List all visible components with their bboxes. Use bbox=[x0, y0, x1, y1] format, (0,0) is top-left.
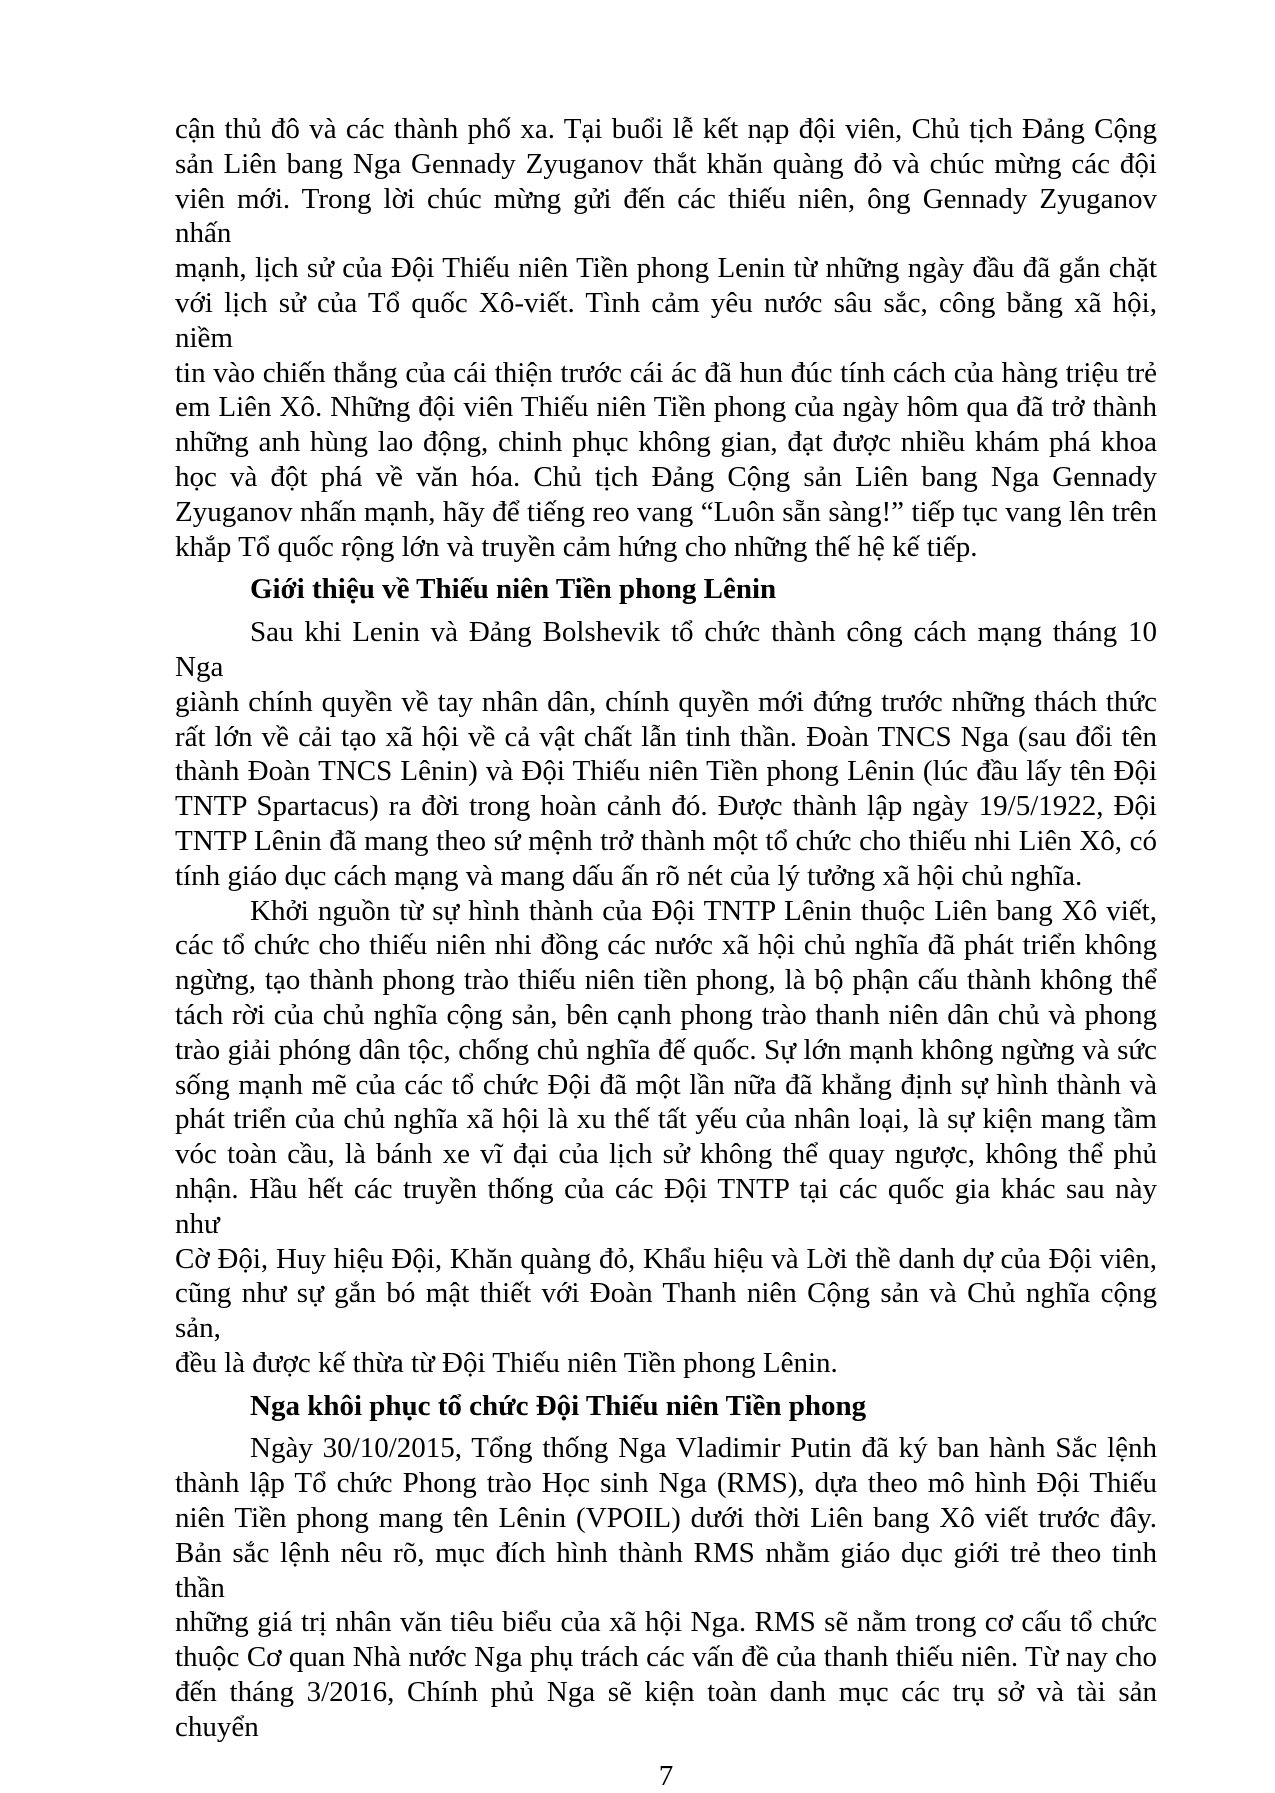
text-line: thuộc Cơ quan Nhà nước Nga phụ trách các vấn đề của thanh thiếu niên. Từ nay cho bbox=[175, 1641, 1157, 1674]
text-line: Khởi nguồn từ sự hình thành của Đội TNTP Lênin thuộc Liên bang Xô viết, bbox=[250, 894, 1157, 927]
text-line: các tổ chức cho thiếu niên nhi đồng các nước xã hội chủ nghĩa đã phát triển không bbox=[175, 929, 1157, 962]
section-heading: Giới thiệu về Thiếu niên Tiền phong Lênin bbox=[250, 573, 777, 606]
text-line: giành chính quyền về tay nhân dân, chính quyền mới đứng trước những thách thức bbox=[175, 685, 1157, 718]
text-line: với lịch sử của Tổ quốc Xô-viết. Tình cảm yêu nước sâu sắc, công bằng xã hội, niềm bbox=[175, 286, 1157, 354]
paragraph bbox=[175, 1431, 1157, 1744]
text-line: em Liên Xô. Những đội viên Thiếu niên Tiền phong của ngày hôm qua đã trở thành bbox=[175, 391, 1157, 424]
text-line: nhận. Hầu hết các truyền thống của các Đội TNTP tại các quốc gia khác sau này như bbox=[175, 1172, 1157, 1240]
text-line: tin vào chiến thắng của cái thiện trước cái ác đã hun đúc tính cách của hàng triệu trẻ bbox=[175, 356, 1157, 389]
text-line: niên Tiền phong mang tên Lênin (VPOIL) dưới thời Liên bang Xô viết trước đây. bbox=[175, 1502, 1157, 1535]
text-line: sản Liên bang Nga Gennady Zyuganov thắt khăn quàng đỏ và chúc mừng các đội bbox=[175, 147, 1157, 180]
paragraph bbox=[175, 615, 1157, 893]
text-line: những anh hùng lao động, chinh phục không gian, đạt được nhiều khám phá khoa bbox=[175, 426, 1157, 459]
text-line: TNTP Spartacus) ra đời trong hoàn cảnh đó. Được thành lập ngày 19/5/1922, Đội bbox=[175, 790, 1157, 823]
text-line: Cờ Đội, Huy hiệu Đội, Khăn quàng đỏ, Khẩu hiệu và Lời thề danh dự của Đội viên, bbox=[175, 1242, 1157, 1275]
text-line: đến tháng 3/2016, Chính phủ Nga sẽ kiện toàn danh mục các trụ sở và tài sản chuyển bbox=[175, 1676, 1157, 1743]
text-line: những giá trị nhân văn tiêu biểu của xã hội Nga. RMS sẽ nằm trong cơ cấu tổ chức bbox=[175, 1606, 1157, 1639]
text-line: mạnh, lịch sử của Đội Thiếu niên Tiền phong Lenin từ những ngày đầu đã gắn chặt bbox=[175, 252, 1157, 285]
text-line: Ngày 30/10/2015, Tổng thống Nga Vladimir Putin đã ký ban hành Sắc lệnh bbox=[250, 1432, 1157, 1465]
text-line: vóc toàn cầu, là bánh xe vĩ đại của lịch sử không thể quay ngược, không thể phủ bbox=[175, 1138, 1157, 1171]
section-heading: Nga khôi phục tổ chức Đội Thiếu niên Tiền phong bbox=[250, 1389, 867, 1422]
text-line: tính giáo dục cách mạng và mang dấu ấn rõ nét của lý tưởng xã hội chủ nghĩa. bbox=[175, 859, 1083, 892]
text-line: tách rời của chủ nghĩa cộng sản, bên cạnh phong trào thanh niên dân chủ và phong bbox=[175, 998, 1157, 1031]
text-line: Bản sắc lệnh nêu rõ, mục đích hình thành RMS nhằm giáo dục giới trẻ theo tinh thần bbox=[175, 1536, 1157, 1604]
text-line: trào giải phóng dân tộc, chống chủ nghĩa đế quốc. Sự lớn mạnh không ngừng và sức bbox=[175, 1033, 1157, 1066]
paragraph bbox=[175, 894, 1157, 1381]
text-line: cận thủ đô và các thành phố xa. Tại buổi lễ kết nạp đội viên, Chủ tịch Đảng Cộng bbox=[175, 113, 1157, 145]
text-line: khắp Tổ quốc rộng lớn và truyền cảm hứng cho những thế hệ kế tiếp. bbox=[175, 530, 978, 563]
text-line: phát triển của chủ nghĩa xã hội là xu thế tất yếu của nhân loại, là sự kiện mang tầm bbox=[175, 1103, 1157, 1136]
text-line: sống mạnh mẽ của các tổ chức Đội đã một lần nữa đã khẳng định sự hình thành và bbox=[175, 1068, 1157, 1101]
text-line: rất lớn về cải tạo xã hội về cả vật chất lẫn tinh thần. Đoàn TNCS Nga (sau đổi tên bbox=[175, 720, 1157, 753]
text-line: viên mới. Trong lời chúc mừng gửi đến các thiếu niên, ông Gennady Zyuganov nhấn bbox=[175, 182, 1157, 250]
page-number: 7 bbox=[658, 1759, 674, 1792]
text-block bbox=[175, 112, 1157, 1793]
text-line: đều là được kế thừa từ Đội Thiếu niên Tiền phong Lênin. bbox=[175, 1346, 838, 1379]
paragraph bbox=[175, 112, 1157, 564]
text-line: ngừng, tạo thành phong trào thiếu niên tiền phong, là bộ phận cấu thành không thể bbox=[175, 964, 1157, 997]
text-line: Zyuganov nhấn mạnh, hãy để tiếng reo vang “Luôn sẵn sàng!” tiếp tục vang lên trên bbox=[175, 495, 1157, 528]
text-line: thành lập Tổ chức Phong trào Học sinh Nga (RMS), dựa theo mô hình Đội Thiếu bbox=[175, 1467, 1157, 1500]
text-line: cũng như sự gắn bó mật thiết với Đoàn Thanh niên Cộng sản và Chủ nghĩa cộng sản, bbox=[175, 1277, 1157, 1345]
text-line: thành Đoàn TNCS Lênin) và Đội Thiếu niên Tiền phong Lênin (lúc đầu lấy tên Đội bbox=[175, 755, 1157, 788]
text-line: TNTP Lênin đã mang theo sứ mệnh trở thành một tổ chức cho thiếu nhi Liên Xô, có bbox=[175, 824, 1157, 857]
text-line: học và đột phá về văn hóa. Chủ tịch Đảng Cộng sản Liên bang Nga Gennady bbox=[175, 460, 1157, 493]
text-line: Sau khi Lenin và Đảng Bolshevik tổ chức thành công cách mạng tháng 10 Nga bbox=[175, 616, 1157, 683]
